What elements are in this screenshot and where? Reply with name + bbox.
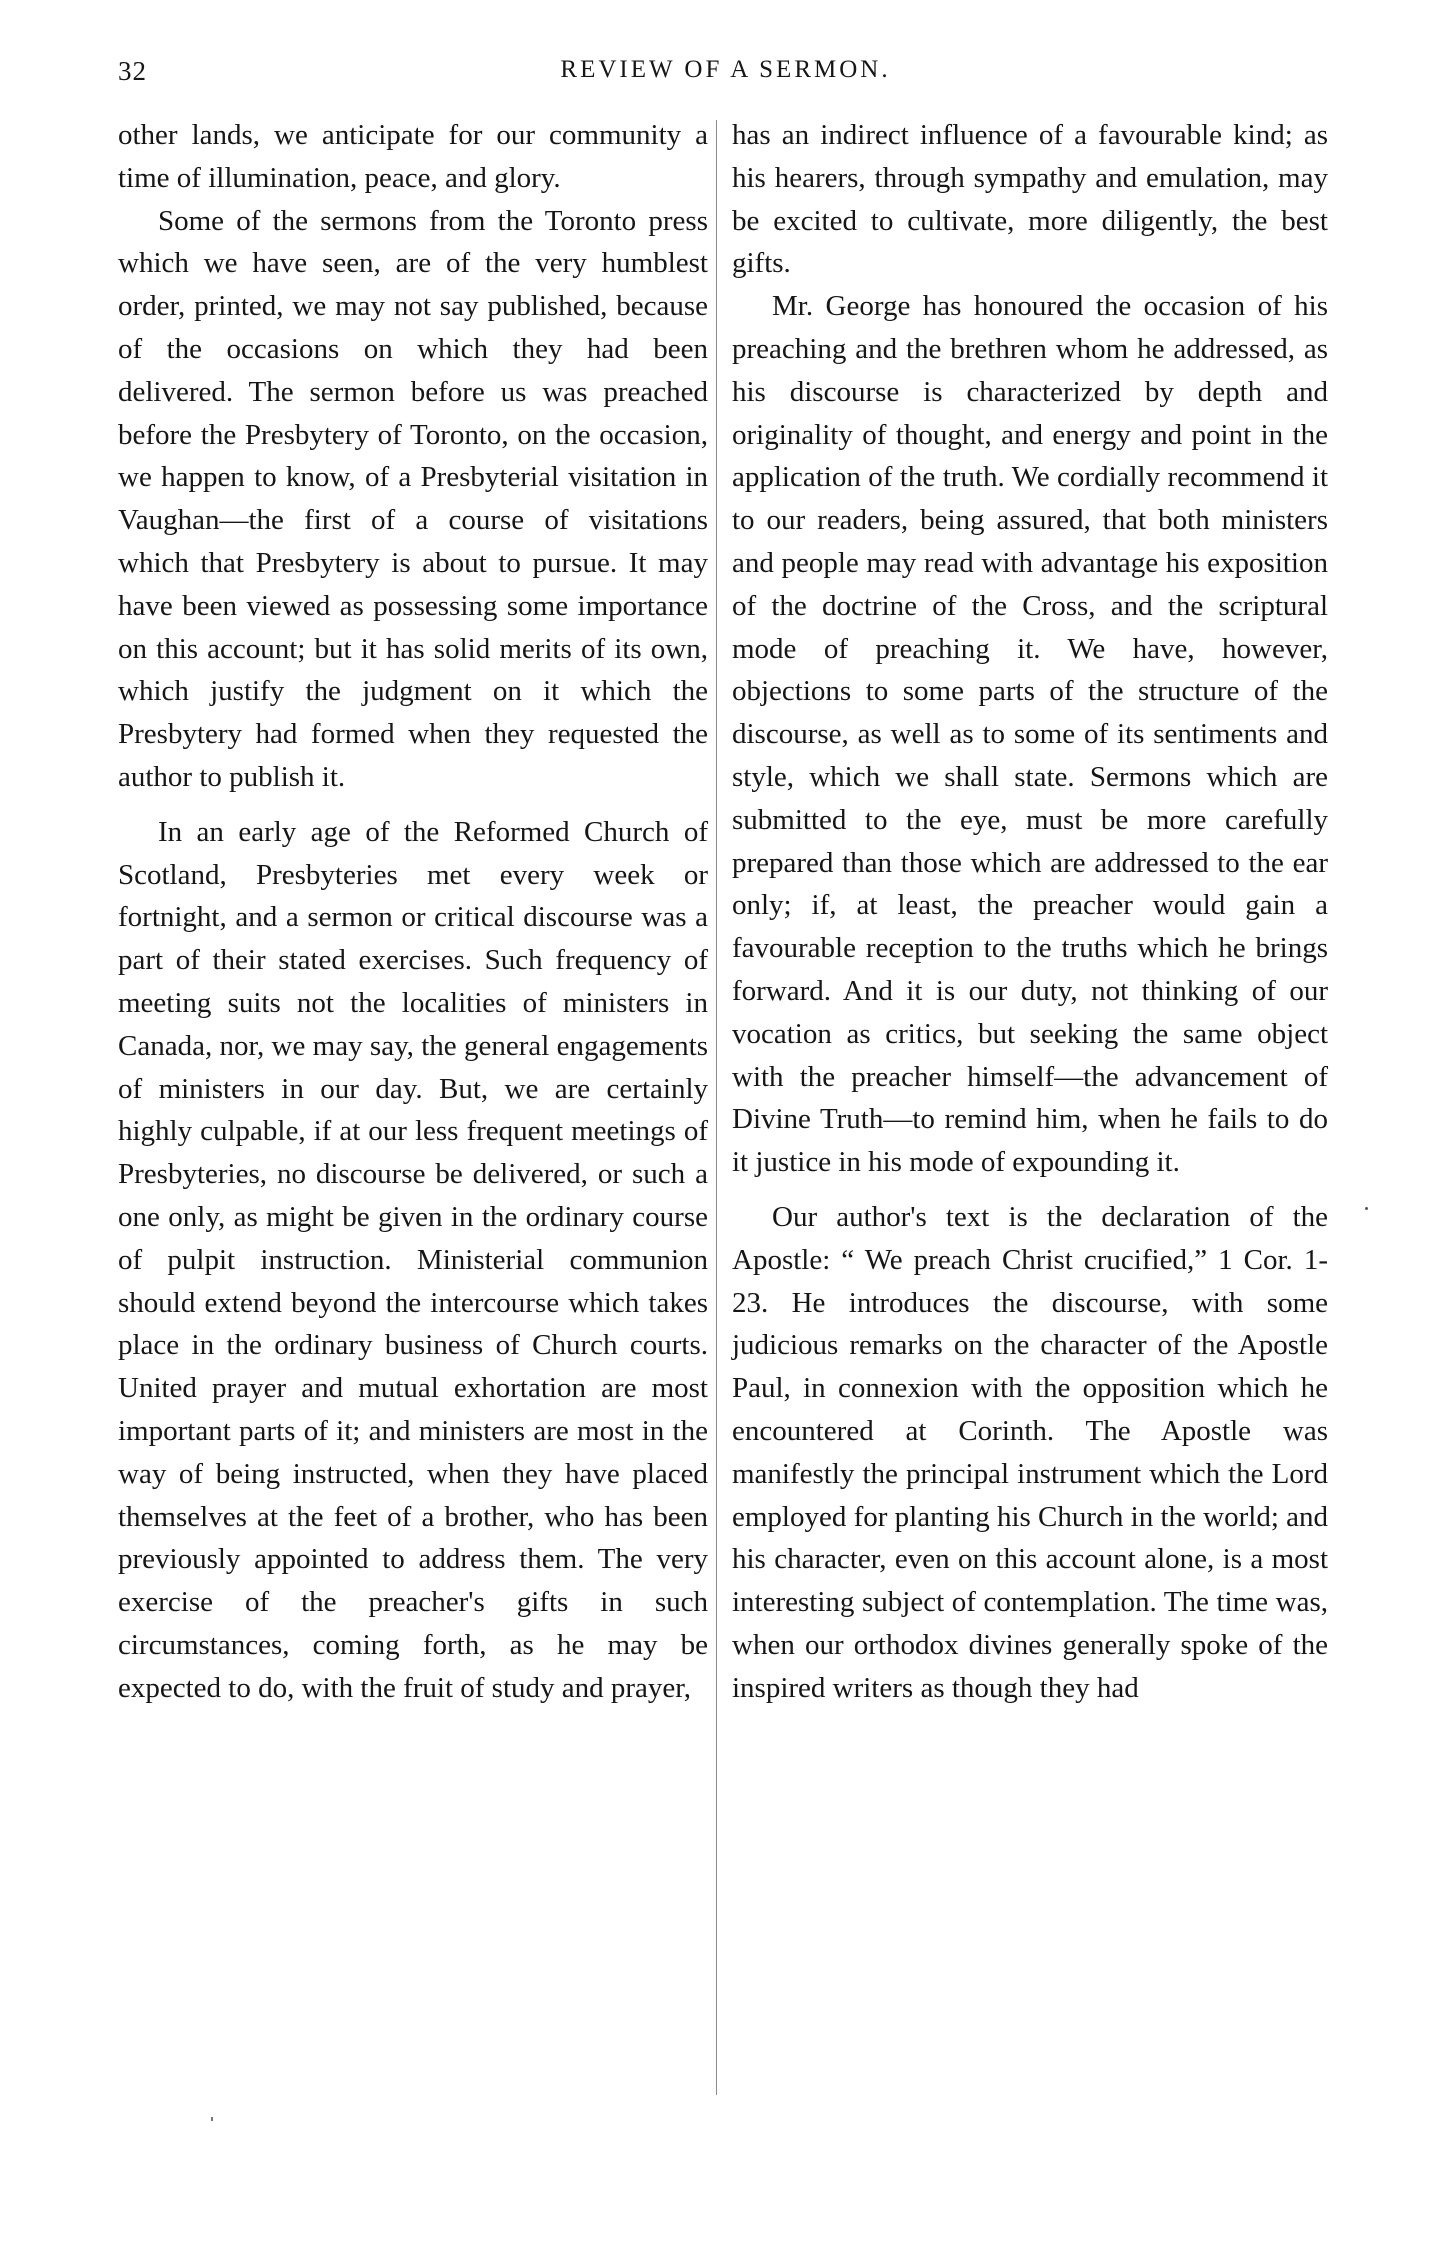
paragraph: Mr. George has honoured the occasion of his preaching and the brethren whom he addressed, as his discourse is characterized by depth and originality of thought, and energy and point in the application of the truth. We cordially recommend it to our readers, being assured, that both ministers and people may read with advantage his exposition of the doctrine of the Cross, and the scriptural mode of preaching it. We have, however, objections to some parts of the structure of the discourse, as well as to some of its sentiments and style, which we shall state. Sermons which are submitted to the eye, must be more carefully prepared than those which are addressed to the ear only; if, at least, the preacher would gain a favourable reception to the truths which he brings forward. And it is our duty, not thinking of our vocation as critics, but seeking the same object with the preacher himself—the advancement of Divine Truth—to remind him, when he fails to do it justice in his mode of expounding it. [732, 290, 1328, 1179]
paragraph: has an indirect influence of a favourable kind; as his hearers, through sympathy and emulation, may be excited to cultivate, more diligently, the best gifts. [732, 119, 1328, 280]
paragraph: In an early age of the Reformed Church of Scotland, Presbyteries met every week or fortnight, and a sermon or critical discourse was a part of their stated exercises. Such frequency of meeting suits not the localities of ministers in Canada, nor, we may say, the general engagements of ministers in our day. But, we are certainly highly culpable, if at our less frequent meetings of Presbyteries, no discourse be delivered, or such a one only, as might be given in the ordinary course of pulpit instruction. Ministerial communion should extend beyond the intercourse which takes place in the ordinary business of Church courts. United prayer and mutual exhortation are most important parts of it; and ministers are most in the way of being instructed, when they have placed themselves at the feet of a brother, who has been previously appointed to address them. The very exercise of the preacher's gifts in such circumstances, coming forth, as he may be expected to do, with the fruit of study and prayer, [118, 815, 708, 1704]
left-column [118, 114, 708, 1709]
page-number: 32 [118, 56, 147, 86]
running-head: REVIEW OF A SERMON. [560, 56, 891, 83]
paragraph: Some of the sermons from the Toronto press which we have seen, are of the very humblest order, printed, we may not say published, because of the occasions on which they had been delivered. The sermon before us was preached before the Presbytery of Toronto, on the occasion, we happen to know, of a Presbyterial visitation in Vaughan—the first of a course of visitations which that Presbytery is about to pursue. It may have been viewed as possessing some importance on this account; but it has solid merits of its own, which justify the judgment on it which the Presbytery had formed when they requested the author to publish it. [118, 204, 708, 793]
column-divider [716, 120, 717, 2095]
right-column [732, 114, 1328, 1709]
page-header [118, 56, 1333, 96]
paragraph: other lands, we anticipate for our community a time of illumination, peace, and glory. [118, 119, 708, 194]
ink-speck [1365, 1207, 1368, 1210]
paragraph: Our author's text is the declaration of the Apostle: “ We preach Christ crucified,” 1 Cor. 1-23. He introduces the discourse, with some judicious remarks on the character of the Apostle Paul, in connexion with the opposition which he encountered at Corinth. The Apostle was manifestly the principal instrument which the Lord employed for planting his Church in the world; and his character, even on this account alone, is a most interesting subject of contemplation. The time was, when our orthodox divines generally spoke of the inspired writers as though they had [732, 1200, 1329, 1704]
ink-speck [211, 2117, 213, 2121]
